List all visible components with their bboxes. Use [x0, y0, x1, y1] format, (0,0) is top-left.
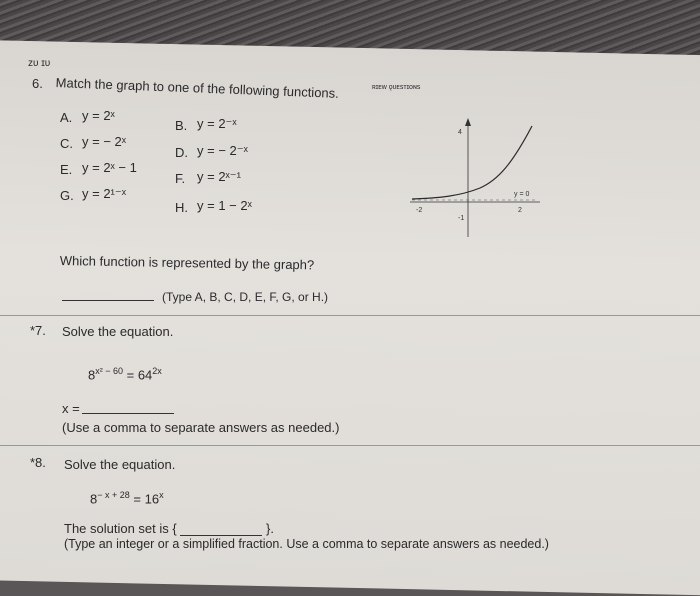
q8-number: *8. [30, 455, 46, 470]
header-left: ᴢᴜ ɪᴜ [28, 58, 51, 69]
x-tick-right: 2 [518, 207, 522, 214]
q7-answer-input[interactable] [82, 413, 174, 414]
exponent: x [159, 490, 164, 500]
base: 8 [88, 367, 96, 383]
exponent: x² − 60 [95, 366, 123, 376]
q7-equation [88, 366, 162, 382]
q7-number: *7. [30, 323, 46, 338]
option-expression: y = 2ˣ⁻¹ [197, 169, 242, 184]
option-expression: y = 2ˣ [82, 108, 115, 123]
y-tick-top: 4 [458, 129, 462, 136]
header-right: ʀɪᴇᴡ ǫᴜᴇsᴛɪᴏɴs [372, 84, 421, 91]
equals-rhs: = 16 [133, 491, 160, 507]
option-letter: D. [175, 145, 188, 160]
exponent: − x + 28 [97, 490, 130, 500]
q6-question: Which function is represented by the graph? [59, 253, 315, 273]
divider [0, 445, 700, 446]
option-expression: y = 2⁻ˣ [197, 116, 237, 131]
option-expression: y = − 2⁻ˣ [197, 143, 248, 158]
q6-prompt: Match the graph to one of the following functions. [55, 75, 340, 101]
option-letter: E. [60, 162, 73, 177]
q8-answer-prefix: The solution set is { [64, 521, 177, 536]
q6-graph [410, 112, 540, 242]
q8-note: (Type an integer or a simplified fraction. Use a comma to separate answers as needed.) [64, 537, 549, 551]
q8-equation [90, 490, 164, 506]
q6-hint: (Type A, B, C, D, E, F, G, or H.) [162, 290, 329, 304]
option-letter: G. [60, 188, 74, 203]
q6-answer-input[interactable] [62, 300, 154, 301]
option-expression: y = 2¹⁻ˣ [82, 186, 127, 201]
option-letter: H. [175, 200, 188, 215]
option-letter: A. [60, 110, 73, 125]
option-letter: C. [60, 136, 73, 151]
base: 8 [90, 491, 98, 507]
q8-answer-input[interactable] [180, 535, 262, 536]
divider [0, 315, 700, 316]
option-expression: y = 2ˣ − 1 [82, 160, 137, 175]
q8-answer-suffix: }. [266, 521, 274, 536]
q8-prompt: Solve the equation. [64, 457, 176, 472]
option-expression: y = − 2ˣ [82, 134, 127, 149]
q7-answer-label: x = [62, 401, 80, 416]
y-tick-bottom: -1 [458, 215, 465, 222]
q6-number: 6. [32, 76, 43, 91]
q7-prompt: Solve the equation. [62, 324, 174, 339]
option-letter: F. [175, 171, 186, 186]
equals-rhs: = 64 [126, 367, 153, 383]
option-expression: y = 1 − 2ˣ [197, 198, 252, 213]
curve [412, 126, 532, 199]
y-axis-arrow [465, 118, 471, 126]
q7-note: (Use a comma to separate answers as needed.) [62, 420, 340, 435]
exponent: 2x [152, 366, 162, 376]
option-letter: B. [175, 118, 188, 133]
asymptote-label: y = 0 [514, 191, 530, 198]
x-tick-left: -2 [416, 207, 423, 214]
